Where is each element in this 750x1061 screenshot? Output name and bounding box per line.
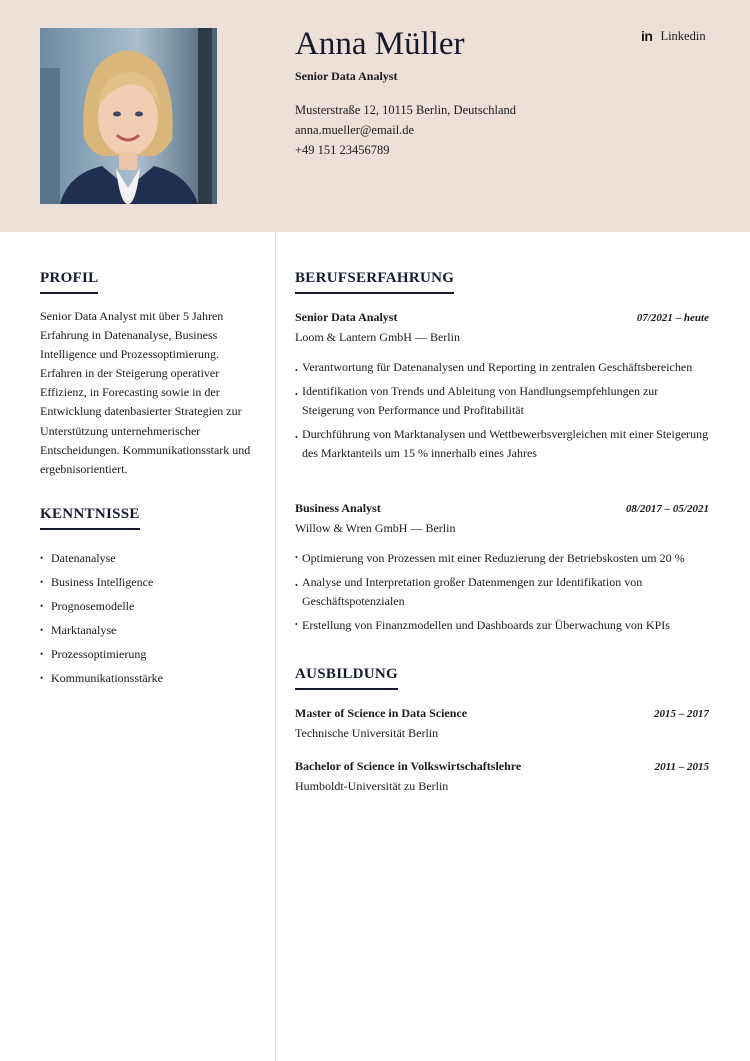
job-bullets	[295, 549, 709, 635]
linkedin-icon: in	[641, 28, 653, 44]
job-company: Willow & Wren GmbH — Berlin	[295, 521, 456, 535]
job-position: Business Analyst	[295, 501, 381, 515]
list-item: • Durchführung von Marktanalysen und Wettbewerbsvergleichen mit einer Steigerung des Marktanteils um 15 % innerhalb eines Jahres	[295, 425, 709, 463]
list-item: • Identifikation von Trends und Ableitung von Handlungsempfehlungen zur Steigerung von Performance und Profitabilität	[295, 382, 709, 420]
skills-list	[40, 546, 260, 690]
education-school: Technische Universität Berlin	[295, 726, 439, 740]
experience-heading: BERUFSERFAHRUNG	[295, 270, 454, 294]
list-item: • Kommunikationsstärke	[40, 666, 260, 690]
list-item: • Verantwortung für Datenanalysen und Reporting in zentralen Geschäftsbereichen	[295, 358, 709, 377]
list-item: • Prozessoptimierung	[40, 642, 260, 666]
list-item: • Business Intelligence	[40, 570, 260, 594]
profile-heading: PROFIL	[40, 270, 98, 294]
education-date: 2011 – 2015	[654, 761, 709, 773]
profile-text: Senior Data Analyst mit über 5 Jahren Erfahrung in Datenanalyse, Business Intelligence und Prozessoptimierung. Erfahren in der Steigerung operativer Effizienz, in Forecasting sowie in der Entwicklung datenbasierter Strategien zur Unterstützung unternehmerischer Entscheidungen. Kommunikationsstark und ergebnisorientiert.	[40, 309, 251, 476]
list-item: • Prognosemodelle	[40, 594, 260, 618]
job-entry	[295, 308, 709, 463]
column-divider	[275, 232, 276, 1061]
list-item: • Optimierung von Prozessen mit einer Reduzierung der Betriebskosten um 20 %	[295, 549, 709, 568]
address-text: Musterstraße 12, 10115 Berlin, Deutschland	[295, 103, 517, 117]
education-heading: AUSBILDUNG	[295, 666, 398, 690]
list-item: • Erstellung von Finanzmodellen und Dashboards zur Überwachung von KPIs	[295, 616, 709, 635]
linkedin-label: Linkedin	[660, 28, 706, 43]
list-item: • Analyse und Interpretation großer Datenmengen zur Identifikation von Geschäftspotenzialen	[295, 573, 709, 611]
job-bullets	[295, 358, 709, 463]
education-degree: Bachelor of Science in Volkswirtschaftslehre	[295, 759, 522, 773]
skills-heading: KENNTNISSE	[40, 506, 140, 530]
linkedin-link[interactable]	[641, 28, 706, 44]
job-date: 08/2017 – 05/2021	[625, 503, 709, 515]
job-position: Senior Data Analyst	[295, 310, 398, 324]
candidate-role: Senior Data Analyst	[295, 69, 398, 83]
education-entry	[295, 704, 709, 743]
phone-text: +49 151 23456789	[295, 143, 390, 157]
list-item: • Marktanalyse	[40, 618, 260, 642]
education-date: 2015 – 2017	[654, 708, 709, 720]
candidate-name: Anna Müller	[295, 26, 465, 62]
education-school: Humboldt-Universität zu Berlin	[295, 779, 449, 793]
list-item: • Datenanalyse	[40, 546, 260, 570]
profile-photo	[40, 28, 217, 204]
education-degree: Master of Science in Data Science	[295, 706, 468, 720]
email-link[interactable]: anna.mueller@email.de	[295, 123, 415, 137]
job-entry	[295, 499, 709, 635]
education-entry	[295, 757, 709, 796]
resume-header	[0, 0, 750, 232]
contact-info	[295, 100, 516, 160]
job-date: 07/2021 – heute	[636, 312, 709, 324]
job-company: Loom & Lantern GmbH — Berlin	[295, 330, 460, 344]
